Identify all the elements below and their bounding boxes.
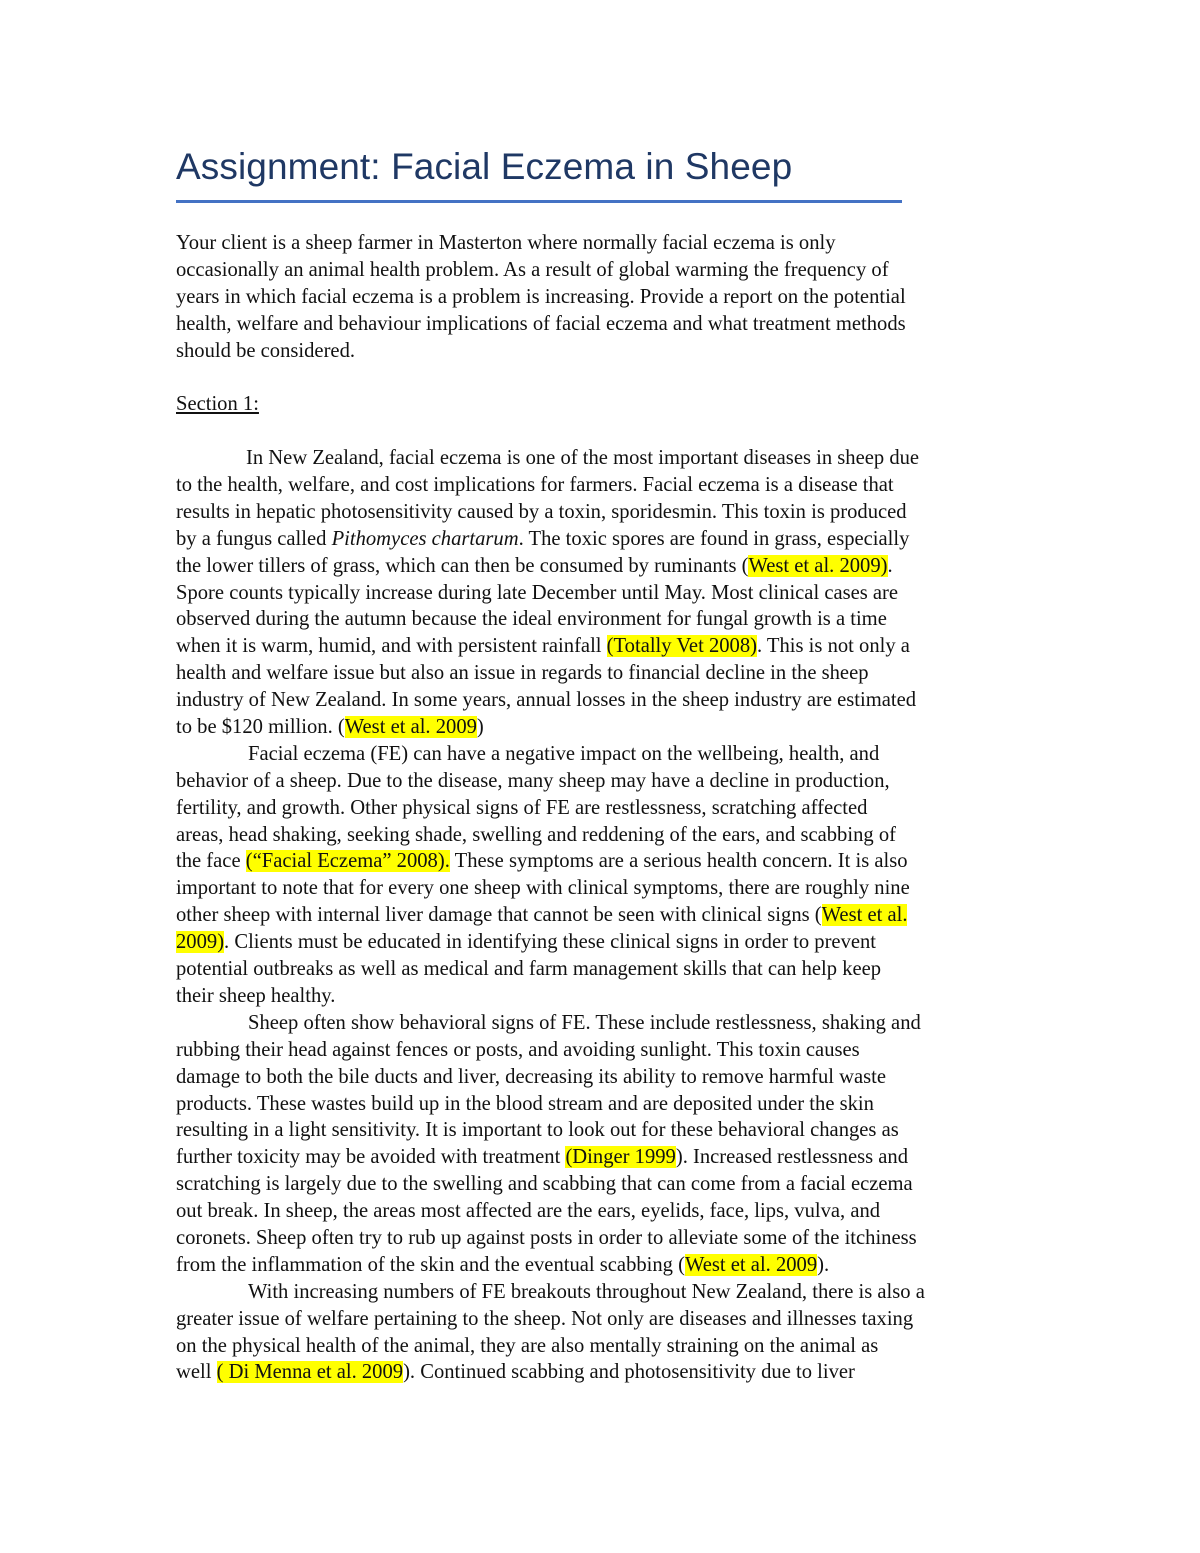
highlighted-citation: West et al.	[821, 904, 908, 927]
text-line	[176, 526, 1026, 553]
text-run: products. These wastes build up in the blood stream and are deposited under the skin	[176, 1092, 874, 1115]
text-line	[176, 1091, 1026, 1118]
text-run: . Clients must be educated in identifying these clinical signs in order to prevent	[224, 931, 877, 954]
text-run: potential outbreaks as well as medical and farm management skills that can help keep	[176, 958, 882, 981]
document-body	[176, 230, 1026, 1386]
prompt-line: should be considered.	[176, 339, 356, 362]
text-run: when it is warm, humid, and with persistent rainfall	[176, 635, 607, 658]
text-run: behavior of a sheep. Due to the disease, many sheep may have a decline in production,	[176, 769, 890, 792]
text-run: . The toxic spores are found in grass, especially	[518, 527, 910, 550]
text-line	[176, 1252, 1026, 1279]
section-heading: Section 1:	[176, 393, 259, 416]
text-line	[176, 1359, 1026, 1386]
text-line	[176, 1117, 1026, 1144]
text-run: the lower tillers of grass, which can then be consumed by ruminants (	[176, 554, 749, 577]
text-run: their sheep healthy.	[176, 984, 336, 1007]
text-run: greater issue of welfare pertaining to the sheep. Not only are diseases and illnesses taxing	[176, 1307, 914, 1330]
text-line	[176, 875, 1026, 902]
prompt-line: years in which facial eczema is a problem is increasing. Provide a report on the potential	[176, 285, 906, 308]
text-line	[176, 1198, 1026, 1225]
text-run: resulting in a light sensitivity. It is important to look out for these behavioral changes as	[176, 1119, 899, 1142]
text-run: In New Zealand, facial eczema is one of the most important diseases in sheep due	[246, 447, 920, 470]
text-line	[176, 660, 1026, 687]
highlighted-citation: West et al. 2009	[344, 716, 477, 739]
text-line	[176, 499, 1026, 526]
text-run: coronets. Sheep often try to rub up against posts in order to alleviate some of the itchiness	[176, 1226, 917, 1249]
highlighted-citation: (“Facial Eczema” 2008).	[245, 850, 450, 873]
text-line	[176, 445, 1026, 472]
text-run: These symptoms are a serious health concern. It is also	[449, 850, 908, 873]
text-run: . This is not only a	[757, 635, 910, 658]
text-run: rubbing their head against fences or posts, and avoiding sunlight. This toxin causes	[176, 1038, 860, 1061]
text-run: to be $120 million. (	[176, 716, 345, 739]
text-line	[176, 1279, 1026, 1306]
text-run: ).	[817, 1253, 830, 1276]
prompt-line: health, welfare and behaviour implications of facial eczema and what treatment methods	[176, 312, 906, 335]
text-run: by a fungus called	[176, 527, 332, 550]
text-run: industry of New Zealand. In some years, annual losses in the sheep industry are estimated	[176, 689, 917, 712]
text-run: )	[476, 716, 484, 739]
assignment-prompt	[176, 230, 1026, 364]
text-line	[176, 687, 1026, 714]
text-line	[176, 741, 1026, 768]
text-run: health and welfare issue but also an issue in regards to financial decline in the sheep	[176, 662, 869, 685]
text-run: the face	[176, 850, 246, 873]
highlighted-citation: (Totally Vet 2008)	[606, 635, 757, 658]
text-line	[176, 929, 1026, 956]
text-line	[176, 983, 1026, 1010]
text-line	[176, 1306, 1026, 1333]
text-line	[176, 714, 1026, 741]
text-line	[176, 1225, 1026, 1252]
highlighted-citation: 2009)	[176, 931, 225, 954]
text-run: well	[176, 1361, 217, 1384]
text-line	[176, 795, 1026, 822]
text-line	[176, 848, 1026, 875]
text-run: scratching is largely due to the swelling and scabbing that can come from a facial eczema	[176, 1173, 913, 1196]
text-run: to the health, welfare, and cost implications for farmers. Facial eczema is a disease that	[176, 474, 894, 497]
text-line	[176, 633, 1026, 660]
text-run: Sheep often show behavioral signs of FE. These include restlessness, shaking and	[248, 1011, 921, 1034]
highlighted-citation: West et al. 2009)	[748, 554, 888, 577]
title-underline	[176, 200, 902, 203]
text-run: other sheep with internal liver damage that cannot be seen with clinical signs (	[176, 904, 822, 927]
italic-species-name: Pithomyces chartarum	[331, 527, 519, 550]
text-line	[176, 956, 1026, 983]
text-line	[176, 580, 1026, 607]
text-run: ). Increased restlessness and	[675, 1146, 909, 1169]
text-run: Facial eczema (FE) can have a negative impact on the wellbeing, health, and	[248, 742, 880, 765]
spacer	[176, 364, 1026, 391]
text-line	[176, 606, 1026, 633]
text-run: fertility, and growth. Other physical signs of FE are restlessness, scratching affected	[176, 796, 868, 819]
text-line	[176, 1144, 1026, 1171]
text-run: areas, head shaking, seeking shade, swelling and reddening of the ears, and scabbing of	[176, 823, 896, 846]
text-run: results in hepatic photosensitivity caused by a toxin, sporidesmin. This toxin is produced	[176, 500, 907, 523]
text-line	[176, 1333, 1026, 1360]
prompt-line: Your client is a sheep farmer in Masterton where normally facial eczema is only	[176, 232, 836, 254]
text-run: damage to both the bile ducts and liver, decreasing its ability to remove harmful waste	[176, 1065, 887, 1088]
prompt-line: occasionally an animal health problem. As a result of global warming the frequency of	[176, 258, 889, 281]
text-run: Spore counts typically increase during late December until May. Most clinical cases are	[176, 581, 899, 604]
text-run: out break. In sheep, the areas most affected are the ears, eyelids, face, lips, vulva, and	[176, 1200, 881, 1223]
text-run: from the inflammation of the skin and the eventual scabbing (	[176, 1253, 685, 1276]
text-line	[176, 1010, 1026, 1037]
text-run: observed during the autumn because the ideal environment for fungal growth is a time	[176, 608, 887, 631]
highlighted-citation: ( Di Menna et al. 2009	[216, 1361, 404, 1384]
text-line	[176, 822, 1026, 849]
text-line	[176, 1171, 1026, 1198]
text-line	[176, 768, 1026, 795]
highlighted-citation: West et al. 2009	[684, 1253, 818, 1276]
text-line	[176, 553, 1026, 580]
spacer	[176, 418, 1026, 445]
text-line	[176, 902, 1026, 929]
text-line	[176, 472, 1026, 499]
text-run: .	[887, 554, 893, 577]
document-title: Assignment: Facial Eczema in Sheep	[176, 146, 793, 187]
text-run: on the physical health of the animal, they are also mentally straining on the animal as	[176, 1334, 879, 1357]
section-text	[176, 445, 1026, 1386]
highlighted-citation: (Dinger 1999	[565, 1146, 676, 1169]
text-run: With increasing numbers of FE breakouts throughout New Zealand, there is also a	[248, 1280, 925, 1303]
text-run: ). Continued scabbing and photosensitivity due to liver	[403, 1361, 855, 1384]
text-run: important to note that for every one sheep with clinical symptoms, there are roughly nine	[176, 877, 910, 900]
text-run: further toxicity may be avoided with treatment	[176, 1146, 566, 1169]
text-line	[176, 1037, 1026, 1064]
text-line	[176, 1064, 1026, 1091]
